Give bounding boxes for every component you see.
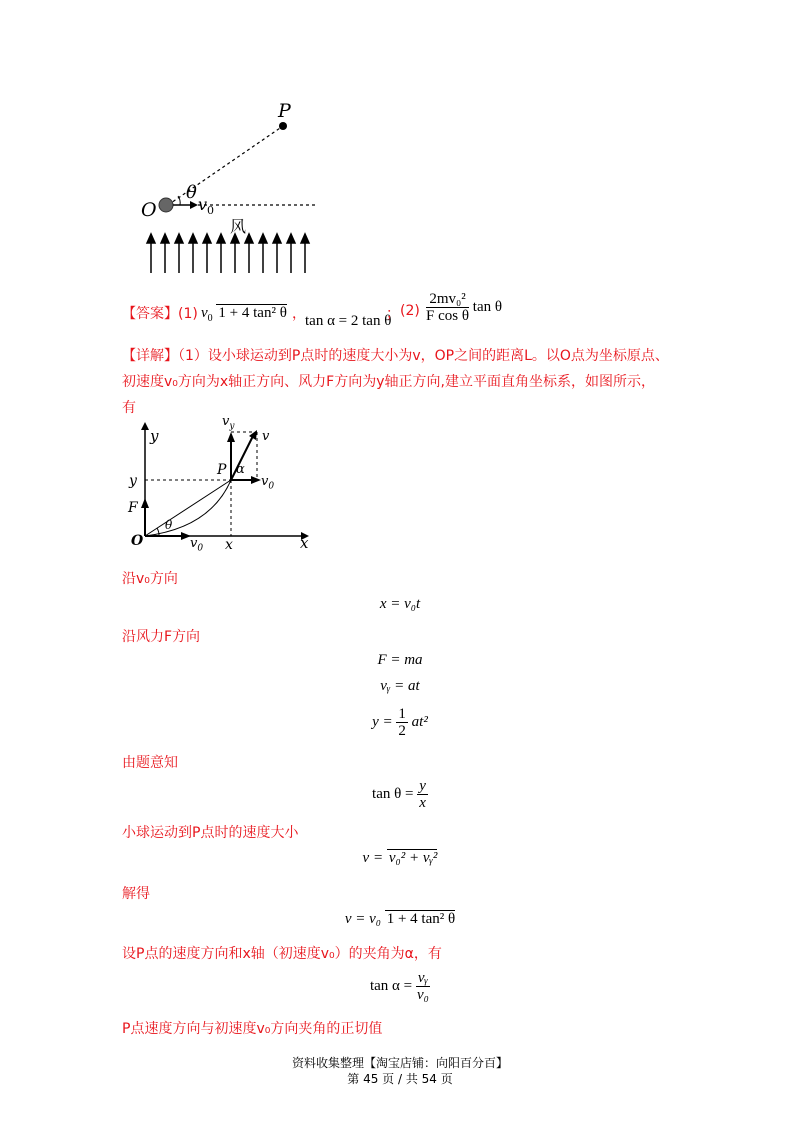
label-theta: θ bbox=[186, 182, 197, 203]
answer-part2: (2) bbox=[400, 303, 420, 319]
explain-bracket: 【详解】 bbox=[122, 348, 178, 364]
explain-line1: （1）设小球运动到P点时的速度大小为v，OP之间的距离L。以O点为坐标原点、 bbox=[178, 348, 669, 364]
answer-part1: (1) bbox=[178, 306, 198, 322]
step-text-2: 沿风力F方向 bbox=[122, 629, 201, 645]
step-text-1: 沿v₀方向 bbox=[122, 571, 178, 587]
answer-expr-2: $\frac{\text{2mv₀²}}{\text{F cos θ}}$ tan θ bbox=[426, 291, 503, 324]
fig2-alpha: α bbox=[236, 462, 245, 477]
equation-1: x = v₀t bbox=[379, 596, 421, 612]
explain-block bbox=[122, 343, 722, 421]
step-text-7: P点速度方向与初速度v₀方向夹角的正切值 bbox=[122, 1021, 383, 1037]
fig2-y-axis-label: y bbox=[150, 427, 159, 445]
equation-8: tan α = $\frac{\text{vᵧ}}{\text{v₀}}$ bbox=[369, 970, 429, 1003]
step-text-5: 解得 bbox=[122, 886, 150, 902]
footer-page-number: 第 45 页 / 共 54 页 bbox=[347, 1072, 453, 1086]
equation-7: v = v₀ 1 + 4 tan² θ bbox=[344, 911, 456, 927]
equation-4: y = $\frac{1}{2}$ at² bbox=[372, 706, 428, 739]
step-text-6: 设P点的速度方向和x轴（初速度v₀）的夹角为α，有 bbox=[122, 946, 442, 962]
figure-wind-trajectory bbox=[130, 95, 330, 285]
answer-semicolon: ； bbox=[386, 306, 400, 322]
ball bbox=[159, 198, 173, 212]
fig2-x-tick: x bbox=[225, 537, 233, 553]
label-o: O bbox=[141, 199, 157, 221]
fig2-F: F bbox=[128, 500, 138, 516]
fig2-x-axis-label: x bbox=[300, 534, 309, 552]
label-v0: $v_0$ bbox=[198, 195, 215, 218]
answer-tan-alpha: tan α = 2 tan θ bbox=[305, 313, 392, 329]
point-p bbox=[279, 122, 287, 130]
answer-comma: ， bbox=[292, 306, 306, 322]
answer-line bbox=[122, 303, 198, 323]
step-text-3: 由题意知 bbox=[122, 755, 178, 771]
fig2-v0-bottom: $v_0$ bbox=[190, 536, 204, 554]
fig2-vy: $v_y$ bbox=[222, 414, 235, 432]
label-wind: 风 bbox=[230, 217, 247, 236]
equation-2: F = ma bbox=[377, 652, 423, 668]
fig2-v0: $v_0$ bbox=[261, 474, 275, 492]
fig2-y-tick: y bbox=[129, 473, 137, 489]
equation-6: v = v₀² + vᵧ² bbox=[362, 850, 438, 866]
answer-bracket: 【答案】 bbox=[122, 306, 178, 322]
label-p: P bbox=[278, 100, 291, 122]
equation-3: vᵧ = at bbox=[380, 678, 420, 694]
answer-expr-1: $v_0$ 1 + 4 tan² θ bbox=[201, 305, 287, 324]
fig2-v: v bbox=[262, 429, 270, 444]
wind-arrows bbox=[147, 234, 309, 273]
step-text-4: 小球运动到P点时的速度大小 bbox=[122, 825, 299, 841]
explain-line2: 初速度v₀方向为x轴正方向、风力F方向为y轴正方向,建立平面直角坐标系，如图所示， bbox=[122, 374, 655, 390]
explain-line3: 有 bbox=[122, 400, 136, 416]
footer-source: 资料收集整理【淘宝店铺：向阳百分百】 bbox=[291, 1056, 508, 1070]
fig2-P: P bbox=[217, 462, 227, 478]
fig2-theta: θ bbox=[165, 518, 173, 532]
fig2-origin: O bbox=[131, 533, 144, 549]
equation-5: tan θ = $\frac{y}{x}$ bbox=[372, 778, 426, 811]
